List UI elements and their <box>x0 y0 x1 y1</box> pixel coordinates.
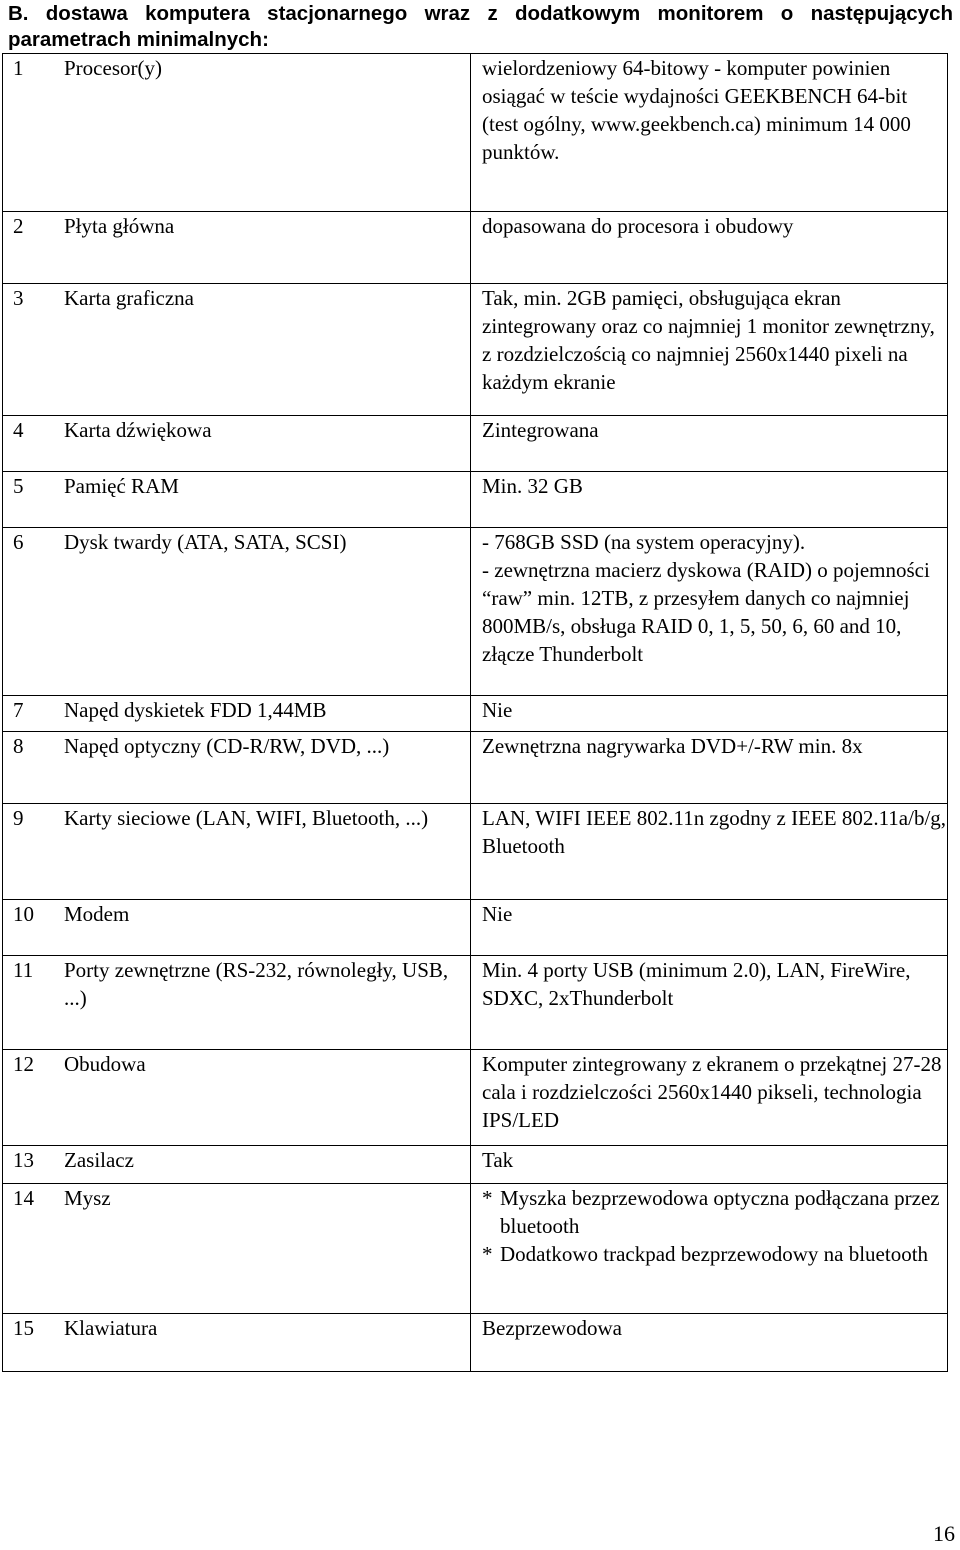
row-number: 4 <box>13 418 24 442</box>
page-number: 16 <box>933 1521 955 1546</box>
row-value: LAN, WIFI IEEE 802.11n zgodny z IEEE 802.11a/b/g, Bluetooth <box>482 806 947 858</box>
bullet-item <box>482 1240 947 1268</box>
row-number: 10 <box>13 902 34 926</box>
label-cell <box>3 1146 471 1184</box>
row-value: Nie <box>482 902 513 926</box>
value-cell <box>471 54 948 212</box>
row-number: 14 <box>13 1186 34 1210</box>
bullet-text: Myszka bezprzewodowa optyczna podłączana przez bluetooth <box>500 1186 940 1238</box>
specification-table <box>2 53 948 1372</box>
label-cell <box>3 1184 471 1314</box>
table-row <box>3 732 948 804</box>
label-cell <box>3 528 471 696</box>
bullet-mark: * <box>482 1242 493 1266</box>
row-label: Mysz <box>64 1186 111 1210</box>
row-label: Napęd dyskietek FDD 1,44MB <box>64 698 327 722</box>
label-cell <box>3 1314 471 1372</box>
table-row <box>3 1184 948 1314</box>
row-label: Porty zewnętrzne (RS-232, równoległy, USB, ...) <box>64 958 449 1010</box>
row-value: Komputer zintegrowany z ekranem o przekątnej 27-28 cala i rozdzielczości 2560x1440 pikseli, technologia IPS/LED <box>482 1052 942 1132</box>
row-value: wielordzeniowy 64-bitowy - komputer powinien osiągać w teście wydajności GEEKBENCH 64-bit (test ogólny, www.geekbench.ca) minimum 14 000 punktów. <box>482 56 911 164</box>
label-cell <box>3 900 471 956</box>
value-cell <box>471 416 948 472</box>
row-label: Obudowa <box>64 1052 146 1076</box>
table-row <box>3 416 948 472</box>
row-value: Min. 32 GB <box>482 474 583 498</box>
value-cell <box>471 1146 948 1184</box>
row-number: 12 <box>13 1052 34 1076</box>
row-label: Napęd optyczny (CD-R/RW, DVD, ...) <box>64 734 390 758</box>
row-number: 15 <box>13 1316 34 1340</box>
row-value-line: - zewnętrzna macierz dyskowa (RAID) o pojemności “raw” min. 12TB, z przesyłem danych co najmniej 800MB/s, obsługa RAID 0, 1, 5, 50, 6, 60 and 10, złącze Thunderbolt <box>482 558 930 666</box>
value-cell <box>471 804 948 900</box>
table-row <box>3 696 948 732</box>
row-number: 11 <box>13 958 34 982</box>
bullet-mark: * <box>482 1186 493 1210</box>
row-number: 2 <box>13 214 24 238</box>
value-cell <box>471 212 948 284</box>
row-label: Karty sieciowe (LAN, WIFI, Bluetooth, ...) <box>64 806 429 830</box>
bullet-text: Dodatkowo trackpad bezprzewodowy na bluetooth <box>500 1242 929 1266</box>
row-value: Tak <box>482 1148 514 1172</box>
label-cell <box>3 956 471 1050</box>
table-row <box>3 472 948 528</box>
row-value-line: - 768GB SSD (na system operacyjny). <box>482 530 806 554</box>
row-value: Zewnętrzna nagrywarka DVD+/-RW min. 8x <box>482 734 863 758</box>
label-cell <box>3 416 471 472</box>
value-cell <box>471 528 948 696</box>
table-row <box>3 956 948 1050</box>
value-cell <box>471 284 948 416</box>
row-value: Zintegrowana <box>482 418 599 442</box>
value-cell <box>471 696 948 732</box>
value-cell <box>471 1050 948 1146</box>
section-heading: B. dostawa komputera stacjonarnego wraz z dodatkowym monitorem o następujących parametrach minimalnych: <box>8 2 953 51</box>
row-label: Procesor(y) <box>64 56 162 80</box>
row-label: Zasilacz <box>64 1148 134 1172</box>
table-row <box>3 1314 948 1372</box>
row-value: Bezprzewodowa <box>482 1316 622 1340</box>
table-row <box>3 212 948 284</box>
table-row <box>3 284 948 416</box>
row-number: 9 <box>13 806 24 830</box>
table-row <box>3 900 948 956</box>
label-cell <box>3 54 471 212</box>
label-cell <box>3 732 471 804</box>
label-cell <box>3 284 471 416</box>
label-cell <box>3 804 471 900</box>
table-row <box>3 1146 948 1184</box>
row-number: 1 <box>13 56 24 80</box>
row-number: 8 <box>13 734 24 758</box>
row-value: Tak, min. 2GB pamięci, obsługująca ekran zintegrowany oraz co najmniej 1 monitor zewnętrzny, z rozdzielczością co najmniej 2560x1440 pixeli na każdym ekranie <box>482 286 935 394</box>
row-number: 13 <box>13 1148 34 1172</box>
row-number: 7 <box>13 698 24 722</box>
bullet-item <box>482 1184 947 1240</box>
value-cell <box>471 1314 948 1372</box>
label-cell <box>3 1050 471 1146</box>
value-cell <box>471 472 948 528</box>
row-label: Modem <box>64 902 130 926</box>
row-value: dopasowana do procesora i obudowy <box>482 214 794 238</box>
row-value: Nie <box>482 698 513 722</box>
row-number: 3 <box>13 286 24 310</box>
value-cell <box>471 1184 948 1314</box>
row-label: Klawiatura <box>64 1316 158 1340</box>
row-value: Min. 4 porty USB (minimum 2.0), LAN, FireWire, SDXC, 2xThunderbolt <box>482 958 911 1010</box>
row-label: Płyta główna <box>64 214 175 238</box>
label-cell <box>3 212 471 284</box>
row-label: Pamięć RAM <box>64 474 179 498</box>
table-row <box>3 528 948 696</box>
row-number: 6 <box>13 530 24 554</box>
table-row <box>3 804 948 900</box>
table-row <box>3 1050 948 1146</box>
label-cell <box>3 696 471 732</box>
row-label: Karta graficzna <box>64 286 194 310</box>
row-label: Karta dźwiękowa <box>64 418 212 442</box>
table-row <box>3 54 948 212</box>
label-cell <box>3 472 471 528</box>
value-cell <box>471 956 948 1050</box>
value-cell <box>471 900 948 956</box>
value-cell <box>471 732 948 804</box>
row-label: Dysk twardy (ATA, SATA, SCSI) <box>64 530 347 554</box>
row-number: 5 <box>13 474 24 498</box>
